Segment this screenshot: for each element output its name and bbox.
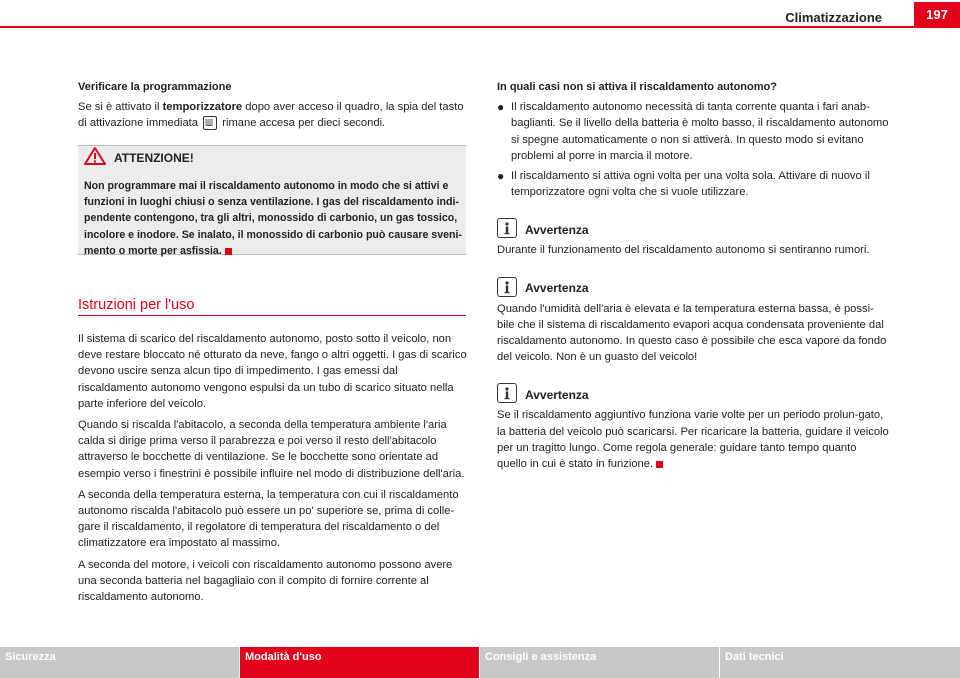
note-header (497, 383, 889, 403)
warning-text-body: Non programmare mai il riscaldamento autonomo in modo che si attivi e funzioni in luoghi chiusi o senza ventilazione. I gas del riscaldamento indi-pendente contengono, tra gli altri, monossido di carbonio, un gas tossico, incolore e inodore. Se inalato, il monossido di carbonio può causare sveni-mento o morte per asfissia. (84, 180, 462, 257)
page-title: Climatizzazione (785, 10, 882, 25)
text-run: rimane accesa per dieci secondi. (219, 117, 386, 130)
text-run: dopo aver acceso il quadro, la spia del tasto di attivazione immediata (78, 101, 464, 130)
footer-tab-modalita-uso[interactable]: Modalità d'uso (240, 647, 480, 678)
note-block (497, 218, 889, 258)
end-mark-icon (225, 248, 232, 255)
end-mark-icon (656, 461, 663, 468)
note-text: Durante il funzionamento del riscaldamento autonomo si sentiranno rumori. (497, 244, 870, 257)
warning-text (84, 178, 462, 259)
footer-tab-sicurezza[interactable]: Sicurezza (0, 647, 240, 678)
instructions-body (78, 331, 468, 605)
header-divider (0, 26, 960, 28)
text-run: Se si è attivato il (78, 101, 163, 114)
programming-check-section (78, 79, 468, 132)
list-item (497, 168, 889, 200)
heater-button-icon (203, 116, 217, 130)
instructions-paragraph-4: A seconda del motore, i veicoli con riscaldamento autonomo possono avere una seconda batteria nel bagagliaio con il compito di fornire corrente al riscaldamento autonomo. (78, 558, 453, 604)
not-activate-heading: In quali casi non si attiva il riscaldamento autonomo? (497, 81, 777, 93)
warning-title: ATTENZIONE! (114, 151, 194, 165)
section-underline (78, 315, 466, 316)
note-header (497, 277, 889, 297)
instructions-paragraph-3: A seconda della temperatura esterna, la temperatura con cui il riscaldamento autonomo riscalda l'abitacolo può essere un po' superiore se, prima di colle-gare il riscaldamento, il regolatore di temperatura del riscaldamento o del climatizzatore era impostato al massimo. (78, 488, 459, 550)
timer-term: temporizzatore (162, 101, 243, 114)
bullet-text: Il riscaldamento si attiva ogni volta per una volta sola. Attivare di nuovo il temporizzatore ogni volta che si vuole utilizzare. (511, 170, 870, 199)
warning-header (84, 148, 194, 168)
section-title: Istruzioni per l'uso (78, 297, 195, 313)
bullet-icon: ● (497, 169, 505, 184)
note-title: Avvertenza (525, 281, 589, 296)
instructions-paragraph-2: Quando si riscalda l'abitacolo, a seconda della temperatura ambiente l'aria calda si dirige prima verso il parabrezza e poi verso il resto dell'abitacolo attraverso le bocchette di ventilazione. Se le bocchette sono orientate ad esempio verso i finestrini è possibile influire nel modo di distribuzione dell'aria. (78, 419, 465, 480)
footer-nav (0, 647, 960, 678)
note-info-icon (497, 277, 517, 297)
note-header (497, 218, 889, 238)
footer-tab-consigli-assistenza[interactable]: Consigli e assistenza (480, 647, 720, 678)
note-title: Avvertenza (525, 388, 589, 403)
programming-check-paragraph (78, 99, 468, 131)
note-title: Avvertenza (525, 223, 589, 238)
note-text: Quando l'umidità dell'aria è elevata e la temperatura esterna bassa, è possi-bile che il sistema di riscaldamento evapori acqua condensata proveniente dal riscaldamento autonomo. In questo caso è possibile che esca vapore da fondo del veicolo. Non è un guasto del veicolo! (497, 302, 887, 364)
bullet-text: Il riscaldamento autonomo necessità di tanta corrente quanta i fari anab-baglianti. Se il livello della batteria è molto basso, il riscaldamento autonomo si spegne automaticamente o non si attiverà. In questo modo si evitano problemi al porre in marcia il motore. (511, 101, 889, 162)
note-text (497, 407, 889, 472)
right-column (497, 79, 889, 472)
bullet-icon: ● (497, 100, 505, 115)
note-info-icon (497, 218, 517, 238)
note-text-body: Se il riscaldamento aggiuntivo funziona varie volte per un periodo prolun-gato, la batteria del veicolo può scaricarsi. Per ricaricare la batteria, guidare il veicolo per un tragitto lungo. Come regola generale: guidare tanto tempo quanto quello in cui è stato in funzione. (497, 409, 889, 471)
note-block (497, 277, 889, 366)
warning-triangle-icon (84, 147, 106, 169)
note-block (497, 383, 889, 472)
list-item (497, 99, 889, 164)
note-info-icon (497, 383, 517, 403)
page-number: 197 (914, 2, 960, 27)
instructions-paragraph-1: Il sistema di scarico del riscaldamento autonomo, posto sotto il veicolo, non deve restare bloccato né otturato da neve, fango o altri oggetti. I gas di scarico devono uscire senza alcun tipo di impedimento. I gas emessi dal riscaldamento autonomo vengono espulsi da un tubo di scarico situato nella parte inferiore del veicolo. (78, 333, 467, 410)
footer-tab-dati-tecnici[interactable]: Dati tecnici (720, 647, 960, 678)
programming-check-heading: Verificare la programmazione (78, 81, 232, 93)
